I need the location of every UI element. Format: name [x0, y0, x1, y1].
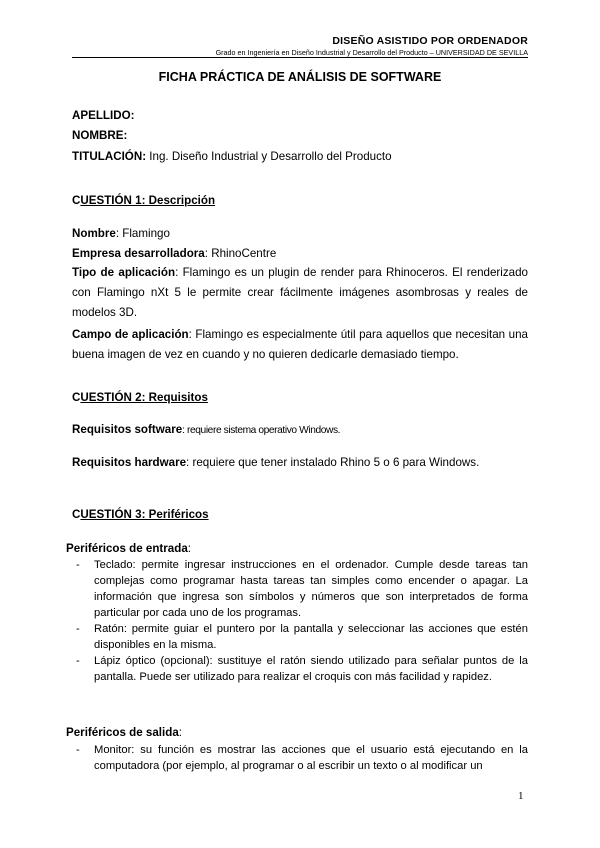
entrada-heading: [66, 542, 191, 555]
q2-hardware-value: : requiere que tener instalado Rhino 5 o 6 para Windows.: [186, 456, 480, 469]
q2-hardware-line: [72, 456, 479, 469]
document-title: FICHA PRÁCTICA DE ANÁLISIS DE SOFTWARE: [158, 70, 442, 84]
q2-software-label: Requisitos software: [72, 423, 183, 436]
list-item-text: Ratón: permite guiar el puntero por la pantalla y seleccionar las acciones que estén disponibles en la misma.: [94, 623, 528, 651]
q1-empresa-value: : RhinoCentre: [204, 247, 277, 260]
list-item: [72, 557, 528, 621]
list-bullet: -: [76, 559, 80, 571]
q1-campo-paragraph: [72, 325, 528, 365]
q1-nombre-label: Nombre: [72, 227, 116, 240]
entrada-colon: :: [187, 542, 192, 555]
page-number: 1: [518, 790, 524, 802]
entrada-label: Periféricos de entrada: [66, 542, 188, 555]
section-heading-q1: [72, 194, 215, 207]
header-subtitle: Grado en Ingeniería en Diseño Industrial y Desarrollo del Producto – UNIVERSIDAD DE SEVILLA: [215, 48, 528, 57]
section-heading-q3-text: UESTIÓN 3: Periféricos: [80, 508, 209, 521]
titulacion-value: Ing. Diseño Industrial y Desarrollo del Producto: [146, 150, 392, 163]
salida-heading: [66, 726, 182, 739]
q1-tipo-value: : Flamingo es un plugin de render para Rhinoceros. El renderizado con Flamingo nXt 5 le permite crear fácilmente imágenes asombrosas y reales de modelos 3D.: [72, 266, 528, 319]
apellido-label: APELLIDO:: [72, 109, 135, 122]
list-bullet: -: [76, 655, 80, 667]
header-divider: [72, 57, 528, 58]
nombre-label: NOMBRE:: [72, 129, 128, 142]
section-heading-q1-prefix: C: [72, 194, 81, 207]
list-item-text: Monitor: su función es mostrar las acciones que el usuario está ejecutando en la computadora (por ejemplo, al programar o al escribir un texto o al modificar un: [94, 744, 528, 772]
q1-nombre-line: [72, 227, 170, 240]
list-bullet: -: [76, 744, 80, 756]
q1-empresa-label: Empresa desarrolladora: [72, 247, 205, 260]
q1-nombre-value: : Flamingo: [115, 227, 170, 240]
q1-empresa-line: [72, 247, 276, 260]
list-item-text: Teclado: permite ingresar instrucciones en el ordenador. Cumple desde tareas tan complejas como programar hasta tareas tan simples como encender o apagar. La información que ingresa son símbolos y números que son interpretados de forma particular por cada uno de los programas.: [94, 559, 528, 619]
salida-label: Periféricos de salida: [66, 726, 179, 739]
section-heading-q2-text: UESTIÓN 2: Requisitos: [80, 391, 208, 404]
list-item-text: Lápiz óptico (opcional): sustituye el ratón siendo utilizado para señalar puntos de la pantalla. Puede ser utilizado para realizar el croquis con más facilidad y rapidez.: [94, 655, 528, 683]
q2-hardware-label: Requisitos hardware: [72, 456, 187, 469]
section-heading-q1-text: UESTIÓN 1: Descripción: [80, 194, 216, 207]
q2-software-value: : requiere sistema operativo Windows.: [182, 425, 341, 436]
section-heading-q2: [72, 391, 208, 404]
list-item: [72, 621, 528, 653]
q1-tipo-paragraph: [72, 263, 528, 323]
section-heading-q3: [72, 508, 209, 521]
list-item: [72, 653, 528, 685]
list-bullet: -: [76, 623, 80, 635]
titulacion-line: [72, 150, 392, 163]
q1-campo-value: : Flamingo es especialmente útil para aquellos que necesitan una buena imagen de vez en cuando y no quieren dedicarle demasiado tiempo.: [72, 328, 528, 361]
q2-software-line: [72, 423, 340, 436]
q1-tipo-label: Tipo de aplicación: [72, 266, 176, 279]
header-course-title: DISEÑO ASISTIDO POR ORDENADOR: [332, 35, 528, 47]
section-heading-q2-prefix: C: [72, 391, 81, 404]
section-heading-q3-prefix: C: [72, 508, 81, 521]
titulacion-label: TITULACIÓN:: [72, 150, 147, 163]
list-item: [72, 742, 528, 774]
salida-colon: :: [178, 726, 183, 739]
q1-campo-label: Campo de aplicación: [72, 328, 189, 341]
